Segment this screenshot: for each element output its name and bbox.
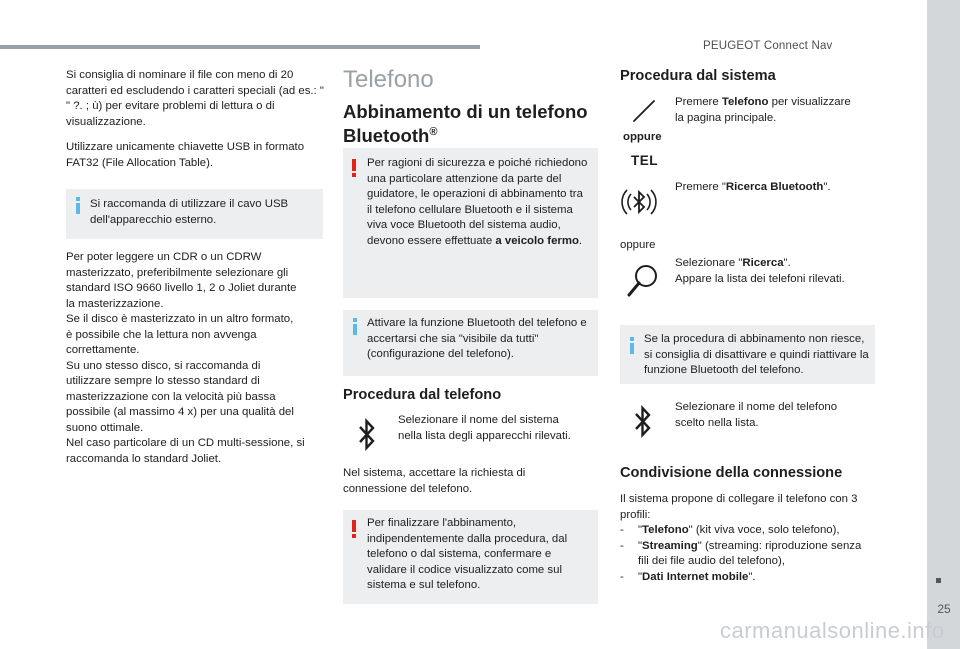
- registered-mark: ®: [429, 126, 438, 138]
- heading-bluetooth-pairing: [343, 101, 605, 146]
- list-item: [620, 523, 865, 539]
- step2-post: ".: [823, 181, 831, 193]
- line: utilizzare sempre lo stesso standard di: [66, 375, 260, 387]
- bluetooth-search-icon: [619, 182, 659, 222]
- section-title: Telefono: [343, 66, 434, 93]
- profile-name: Telefono: [642, 524, 689, 536]
- list-dash: -: [620, 539, 624, 552]
- system-step4: Selezionare il nome del telefono scelto nella lista.: [675, 401, 838, 429]
- profiles-intro: Il sistema propone di collegare il telefono con 3 profili:: [620, 493, 858, 521]
- watermark: carmanualsonline.info: [720, 618, 945, 643]
- system-step1: [675, 95, 855, 126]
- line: Su uno stesso disco, si raccomanda di: [66, 359, 261, 372]
- step1-pre: Premere: [675, 96, 722, 108]
- warning-note-safety: [343, 148, 598, 298]
- warning-icon: [352, 159, 356, 177]
- info-icon: [353, 318, 357, 335]
- profiles-list: [620, 523, 865, 585]
- header-title: PEUGEOT Connect Nav: [703, 40, 833, 52]
- list-dash: -: [620, 524, 624, 536]
- line: masterizzato, preferibilmente selezionare gli: [66, 266, 289, 279]
- system-step2: [675, 180, 875, 196]
- list-item: [620, 539, 865, 570]
- quote: ": [638, 539, 643, 552]
- oppure-label: oppure: [623, 131, 662, 143]
- warning-note-confirm: [343, 510, 598, 604]
- heading-text: Abbinamento di un telefono Bluetooth: [343, 101, 588, 147]
- page-number: 25: [937, 602, 951, 616]
- header-rule: [0, 45, 480, 49]
- profile-desc: " (kit viva voce, solo telefono),: [688, 524, 840, 536]
- col1-para1: Si consiglia di nominare il file con meno di 20 caratteri ed escludendo i caratteri speciali (ad es.: " " ?. ; ù) per evitare problemi di lettura o di visualizzazione.: [66, 69, 324, 128]
- phone-accept-text: Nel sistema, accettare la richiesta di connessione del telefono.: [343, 467, 526, 495]
- note-text: Attivare la funzione Bluetooth del telefono e accertarsi che sia "visibile da tutti" (configurazione del telefono).: [367, 317, 587, 360]
- line: possibile (al massimo 4 x) per una qualità del: [66, 406, 294, 418]
- heading-connection-sharing: Condivisione della connessione: [620, 465, 843, 481]
- line: standard ISO 9660 livello 1, 2 o Joliet durante: [66, 282, 297, 294]
- note-text: Se la procedura di abbinamento non riesce, si consiglia di disattivare e quindi riattivare la funzione Bluetooth del telefono.: [644, 333, 869, 376]
- col1-para2: Utilizzare unicamente chiavette USB in formato FAT32 (File Allocation Table).: [66, 141, 305, 169]
- step2-bold: Ricerca Bluetooth: [725, 181, 824, 193]
- heading-phone-procedure: Procedura dal telefono: [343, 387, 502, 403]
- info-icon: [76, 197, 80, 214]
- note-text: Si raccomanda di utilizzare il cavo USB dell'apparecchio esterno.: [90, 198, 289, 226]
- list-item-text: [638, 539, 865, 570]
- page-edge-tab: [927, 0, 960, 649]
- warning-icon: [352, 520, 356, 538]
- line: suono ottimale.: [66, 421, 144, 434]
- line: masterizzazione con la velocità più bassa: [66, 390, 276, 403]
- warning-text: [367, 156, 591, 249]
- warning-text-bold: a veicolo fermo: [495, 234, 579, 247]
- line: raccomanda lo standard Joliet.: [66, 452, 222, 465]
- step3-post: ".: [783, 257, 791, 269]
- line: la masterizzazione.: [66, 297, 164, 310]
- line: correttamente.: [66, 344, 140, 356]
- tel-button-label: TEL: [631, 153, 658, 168]
- oppure-label-2: oppure: [620, 239, 656, 251]
- info-note-retry: [620, 325, 875, 384]
- profile-name: Dati Internet mobile: [642, 570, 749, 583]
- col1-para3: [66, 250, 328, 467]
- warning-text-end: .: [578, 234, 583, 247]
- info-note-bluetooth: [343, 310, 598, 376]
- quote: ": [638, 524, 643, 536]
- list-item-text: [638, 570, 756, 586]
- search-magnifier-icon: [624, 262, 660, 300]
- info-icon: [630, 337, 634, 354]
- step1-post: per visualizzare la pagina principale.: [675, 96, 851, 124]
- system-step3: [675, 256, 875, 287]
- profile-desc: ".: [748, 570, 756, 583]
- step3-bold: Ricerca: [742, 257, 784, 269]
- info-note-usb: [66, 189, 323, 239]
- step1-bold: Telefono: [721, 96, 769, 108]
- page-marker: [936, 578, 941, 583]
- profile-name: Streaming: [642, 539, 698, 552]
- line: Nel caso particolare di un CD multi-sessione, si: [66, 437, 305, 449]
- profile-desc: " (streaming: riproduzione senza fili dei file audio del telefono),: [638, 539, 862, 567]
- line: Per poter leggere un CDR o un CDRW: [66, 251, 262, 263]
- step3-pre: Selezionare ": [675, 257, 743, 269]
- bluetooth-icon: [356, 417, 378, 453]
- line: Se il disco è masterizzato in un altro formato,: [66, 313, 294, 325]
- heading-system-procedure: Procedura dal sistema: [620, 68, 776, 84]
- phone-step-text: Selezionare il nome del sistema nella lista degli apparecchi rilevati.: [398, 414, 571, 442]
- step3-line1: [675, 256, 875, 272]
- list-dash: -: [620, 570, 624, 583]
- list-item-text: [638, 523, 840, 539]
- phone-handset-icon: [631, 98, 657, 124]
- warning-text-main: Per ragioni di sicurezza e poiché richiedono una particolare attenzione da parte del guidatore, le operazioni di abbinamento tra il telefono cellulare Bluetooth e il sistema viva voce Bluetooth del sistema audio, devono essere effettuate: [367, 157, 588, 247]
- step3-line2: Appare la lista dei telefoni rilevati.: [675, 272, 845, 285]
- list-item: [620, 570, 865, 586]
- quote: ": [638, 570, 643, 583]
- step2-pre: Premere ": [675, 181, 726, 193]
- warning-text: Per finalizzare l'abbinamento, indipendentemente dalla procedura, dal telefono o dal sistema, confermare e validare il codice visualizzato come sul sistema e sul telefono.: [367, 517, 568, 591]
- bluetooth-icon: [632, 404, 654, 440]
- line: è possibile che la lettura non avvenga: [66, 328, 257, 341]
